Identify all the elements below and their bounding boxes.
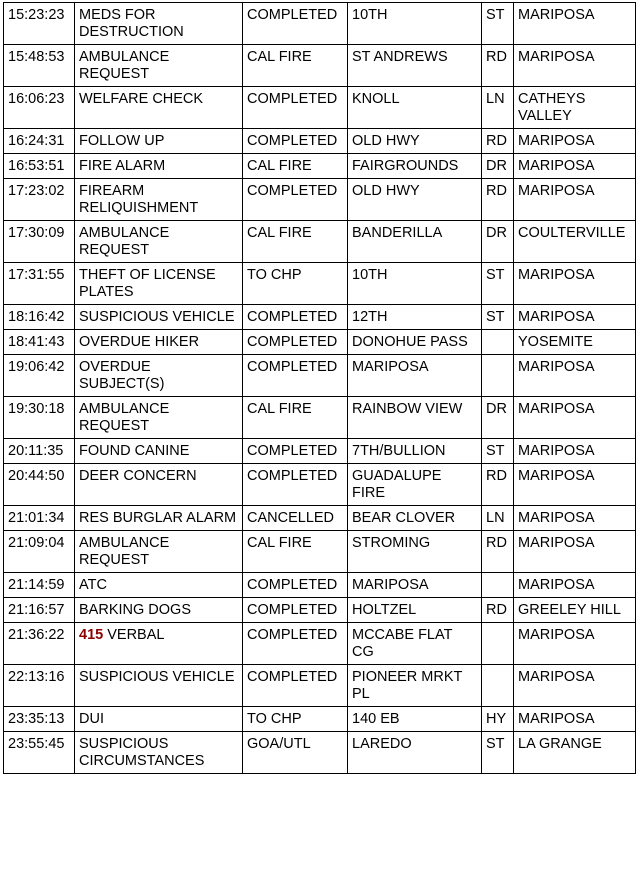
status-cell: CAL FIRE [243,397,348,439]
city-cell: CATHEYS VALLEY [514,87,636,129]
call-type-cell: MEDS FOR DESTRUCTION [75,3,243,45]
city-cell: MARIPOSA [514,179,636,221]
call-type-cell [75,623,243,665]
city-cell: MARIPOSA [514,154,636,179]
call-type-cell: AMBULANCE REQUEST [75,397,243,439]
table-row [4,45,636,87]
street-cell: 10TH [348,263,482,305]
street-cell: MCCABE FLAT CG [348,623,482,665]
status-cell: COMPLETED [243,665,348,707]
call-type-cell: FOUND CANINE [75,439,243,464]
status-cell: COMPLETED [243,330,348,355]
status-cell: COMPLETED [243,573,348,598]
table-row [4,598,636,623]
street-cell: ST ANDREWS [348,45,482,87]
status-cell: COMPLETED [243,623,348,665]
city-cell: MARIPOSA [514,45,636,87]
city-cell: MARIPOSA [514,355,636,397]
street-cell: RAINBOW VIEW [348,397,482,439]
call-type-cell: SUSPICIOUS CIRCUMSTANCES [75,732,243,774]
city-cell: MARIPOSA [514,464,636,506]
call-type-cell: BARKING DOGS [75,598,243,623]
street-suffix-cell: HY [482,707,514,732]
street-cell: 7TH/BULLION [348,439,482,464]
city-cell: MARIPOSA [514,623,636,665]
time-cell: 21:36:22 [4,623,75,665]
street-cell: MARIPOSA [348,355,482,397]
street-suffix-cell: RD [482,45,514,87]
street-cell: HOLTZEL [348,598,482,623]
street-suffix-cell [482,623,514,665]
street-cell: 140 EB [348,707,482,732]
street-suffix-cell: DR [482,397,514,439]
street-cell: BANDERILLA [348,221,482,263]
call-type-cell: SUSPICIOUS VEHICLE [75,665,243,707]
status-cell: COMPLETED [243,3,348,45]
time-cell: 18:16:42 [4,305,75,330]
status-cell: CANCELLED [243,506,348,531]
call-type-cell: ATC [75,573,243,598]
time-cell: 17:23:02 [4,179,75,221]
street-suffix-cell [482,355,514,397]
street-cell: STROMING [348,531,482,573]
call-type-cell: WELFARE CHECK [75,87,243,129]
street-cell: OLD HWY [348,179,482,221]
street-cell: BEAR CLOVER [348,506,482,531]
status-cell: COMPLETED [243,439,348,464]
call-type-cell: AMBULANCE REQUEST [75,221,243,263]
status-cell: CAL FIRE [243,531,348,573]
table-row [4,330,636,355]
table-row [4,665,636,707]
street-suffix-cell [482,330,514,355]
status-cell: TO CHP [243,263,348,305]
city-cell: COULTERVILLE [514,221,636,263]
call-log-body [4,3,636,774]
street-suffix-cell: DR [482,221,514,263]
table-row [4,707,636,732]
status-cell: COMPLETED [243,179,348,221]
call-type-cell: FIREARM RELIQUISHMENT [75,179,243,221]
street-suffix-cell [482,665,514,707]
city-cell: LA GRANGE [514,732,636,774]
city-cell: GREELEY HILL [514,598,636,623]
street-suffix-cell: RD [482,129,514,154]
call-type-cell: RES BURGLAR ALARM [75,506,243,531]
table-row [4,439,636,464]
call-log-table [3,2,636,774]
city-cell: MARIPOSA [514,305,636,330]
street-cell: KNOLL [348,87,482,129]
street-cell: GUADALUPE FIRE [348,464,482,506]
call-type-text: VERBAL [107,627,165,643]
time-cell: 20:11:35 [4,439,75,464]
street-suffix-cell [482,573,514,598]
time-cell: 17:31:55 [4,263,75,305]
street-suffix-cell: ST [482,732,514,774]
street-cell: 12TH [348,305,482,330]
status-cell: COMPLETED [243,87,348,129]
city-cell: MARIPOSA [514,506,636,531]
call-type-cell: THEFT OF LICENSE PLATES [75,263,243,305]
city-cell: MARIPOSA [514,129,636,154]
time-cell: 21:16:57 [4,598,75,623]
street-suffix-cell: ST [482,305,514,330]
street-suffix-cell: ST [482,439,514,464]
status-cell: TO CHP [243,707,348,732]
time-cell: 19:30:18 [4,397,75,439]
street-suffix-cell: ST [482,263,514,305]
status-cell: COMPLETED [243,305,348,330]
call-type-cell: OVERDUE SUBJECT(S) [75,355,243,397]
time-cell: 18:41:43 [4,330,75,355]
time-cell: 21:01:34 [4,506,75,531]
table-row [4,355,636,397]
street-suffix-cell: LN [482,87,514,129]
time-cell: 17:30:09 [4,221,75,263]
table-row [4,531,636,573]
call-type-cell: OVERDUE HIKER [75,330,243,355]
time-cell: 19:06:42 [4,355,75,397]
table-row [4,154,636,179]
city-cell: MARIPOSA [514,439,636,464]
status-cell: CAL FIRE [243,221,348,263]
time-cell: 16:06:23 [4,87,75,129]
status-cell: COMPLETED [243,598,348,623]
city-cell: MARIPOSA [514,3,636,45]
time-cell: 16:24:31 [4,129,75,154]
time-cell: 23:35:13 [4,707,75,732]
street-cell: DONOHUE PASS [348,330,482,355]
table-row [4,221,636,263]
penal-code: 415 [79,627,104,643]
table-row [4,623,636,665]
street-cell: FAIRGROUNDS [348,154,482,179]
status-cell: GOA/UTL [243,732,348,774]
status-cell: CAL FIRE [243,45,348,87]
time-cell: 15:23:23 [4,3,75,45]
time-cell: 21:14:59 [4,573,75,598]
table-row [4,573,636,598]
table-row [4,179,636,221]
street-suffix-cell: RD [482,598,514,623]
street-suffix-cell: RD [482,179,514,221]
status-cell: COMPLETED [243,129,348,154]
time-cell: 23:55:45 [4,732,75,774]
call-type-cell: SUSPICIOUS VEHICLE [75,305,243,330]
street-suffix-cell: RD [482,531,514,573]
street-suffix-cell: DR [482,154,514,179]
street-cell: 10TH [348,3,482,45]
time-cell: 21:09:04 [4,531,75,573]
street-cell: PIONEER MRKT PL [348,665,482,707]
time-cell: 22:13:16 [4,665,75,707]
city-cell: MARIPOSA [514,531,636,573]
call-type-cell: FOLLOW UP [75,129,243,154]
city-cell: MARIPOSA [514,573,636,598]
table-row [4,3,636,45]
city-cell: MARIPOSA [514,397,636,439]
street-cell: MARIPOSA [348,573,482,598]
call-type-cell: AMBULANCE REQUEST [75,531,243,573]
street-cell: OLD HWY [348,129,482,154]
street-suffix-cell: LN [482,506,514,531]
status-cell: COMPLETED [243,464,348,506]
time-cell: 15:48:53 [4,45,75,87]
street-suffix-cell: ST [482,3,514,45]
table-row [4,464,636,506]
table-row [4,263,636,305]
time-cell: 16:53:51 [4,154,75,179]
call-type-cell: AMBULANCE REQUEST [75,45,243,87]
table-row [4,305,636,330]
call-type-cell: DEER CONCERN [75,464,243,506]
table-row [4,129,636,154]
status-cell: CAL FIRE [243,154,348,179]
street-suffix-cell: RD [482,464,514,506]
city-cell: MARIPOSA [514,665,636,707]
street-cell: LAREDO [348,732,482,774]
time-cell: 20:44:50 [4,464,75,506]
city-cell: YOSEMITE [514,330,636,355]
table-row [4,732,636,774]
table-row [4,397,636,439]
call-type-cell: DUI [75,707,243,732]
table-row [4,506,636,531]
city-cell: MARIPOSA [514,707,636,732]
city-cell: MARIPOSA [514,263,636,305]
status-cell: COMPLETED [243,355,348,397]
call-type-cell: FIRE ALARM [75,154,243,179]
table-row [4,87,636,129]
